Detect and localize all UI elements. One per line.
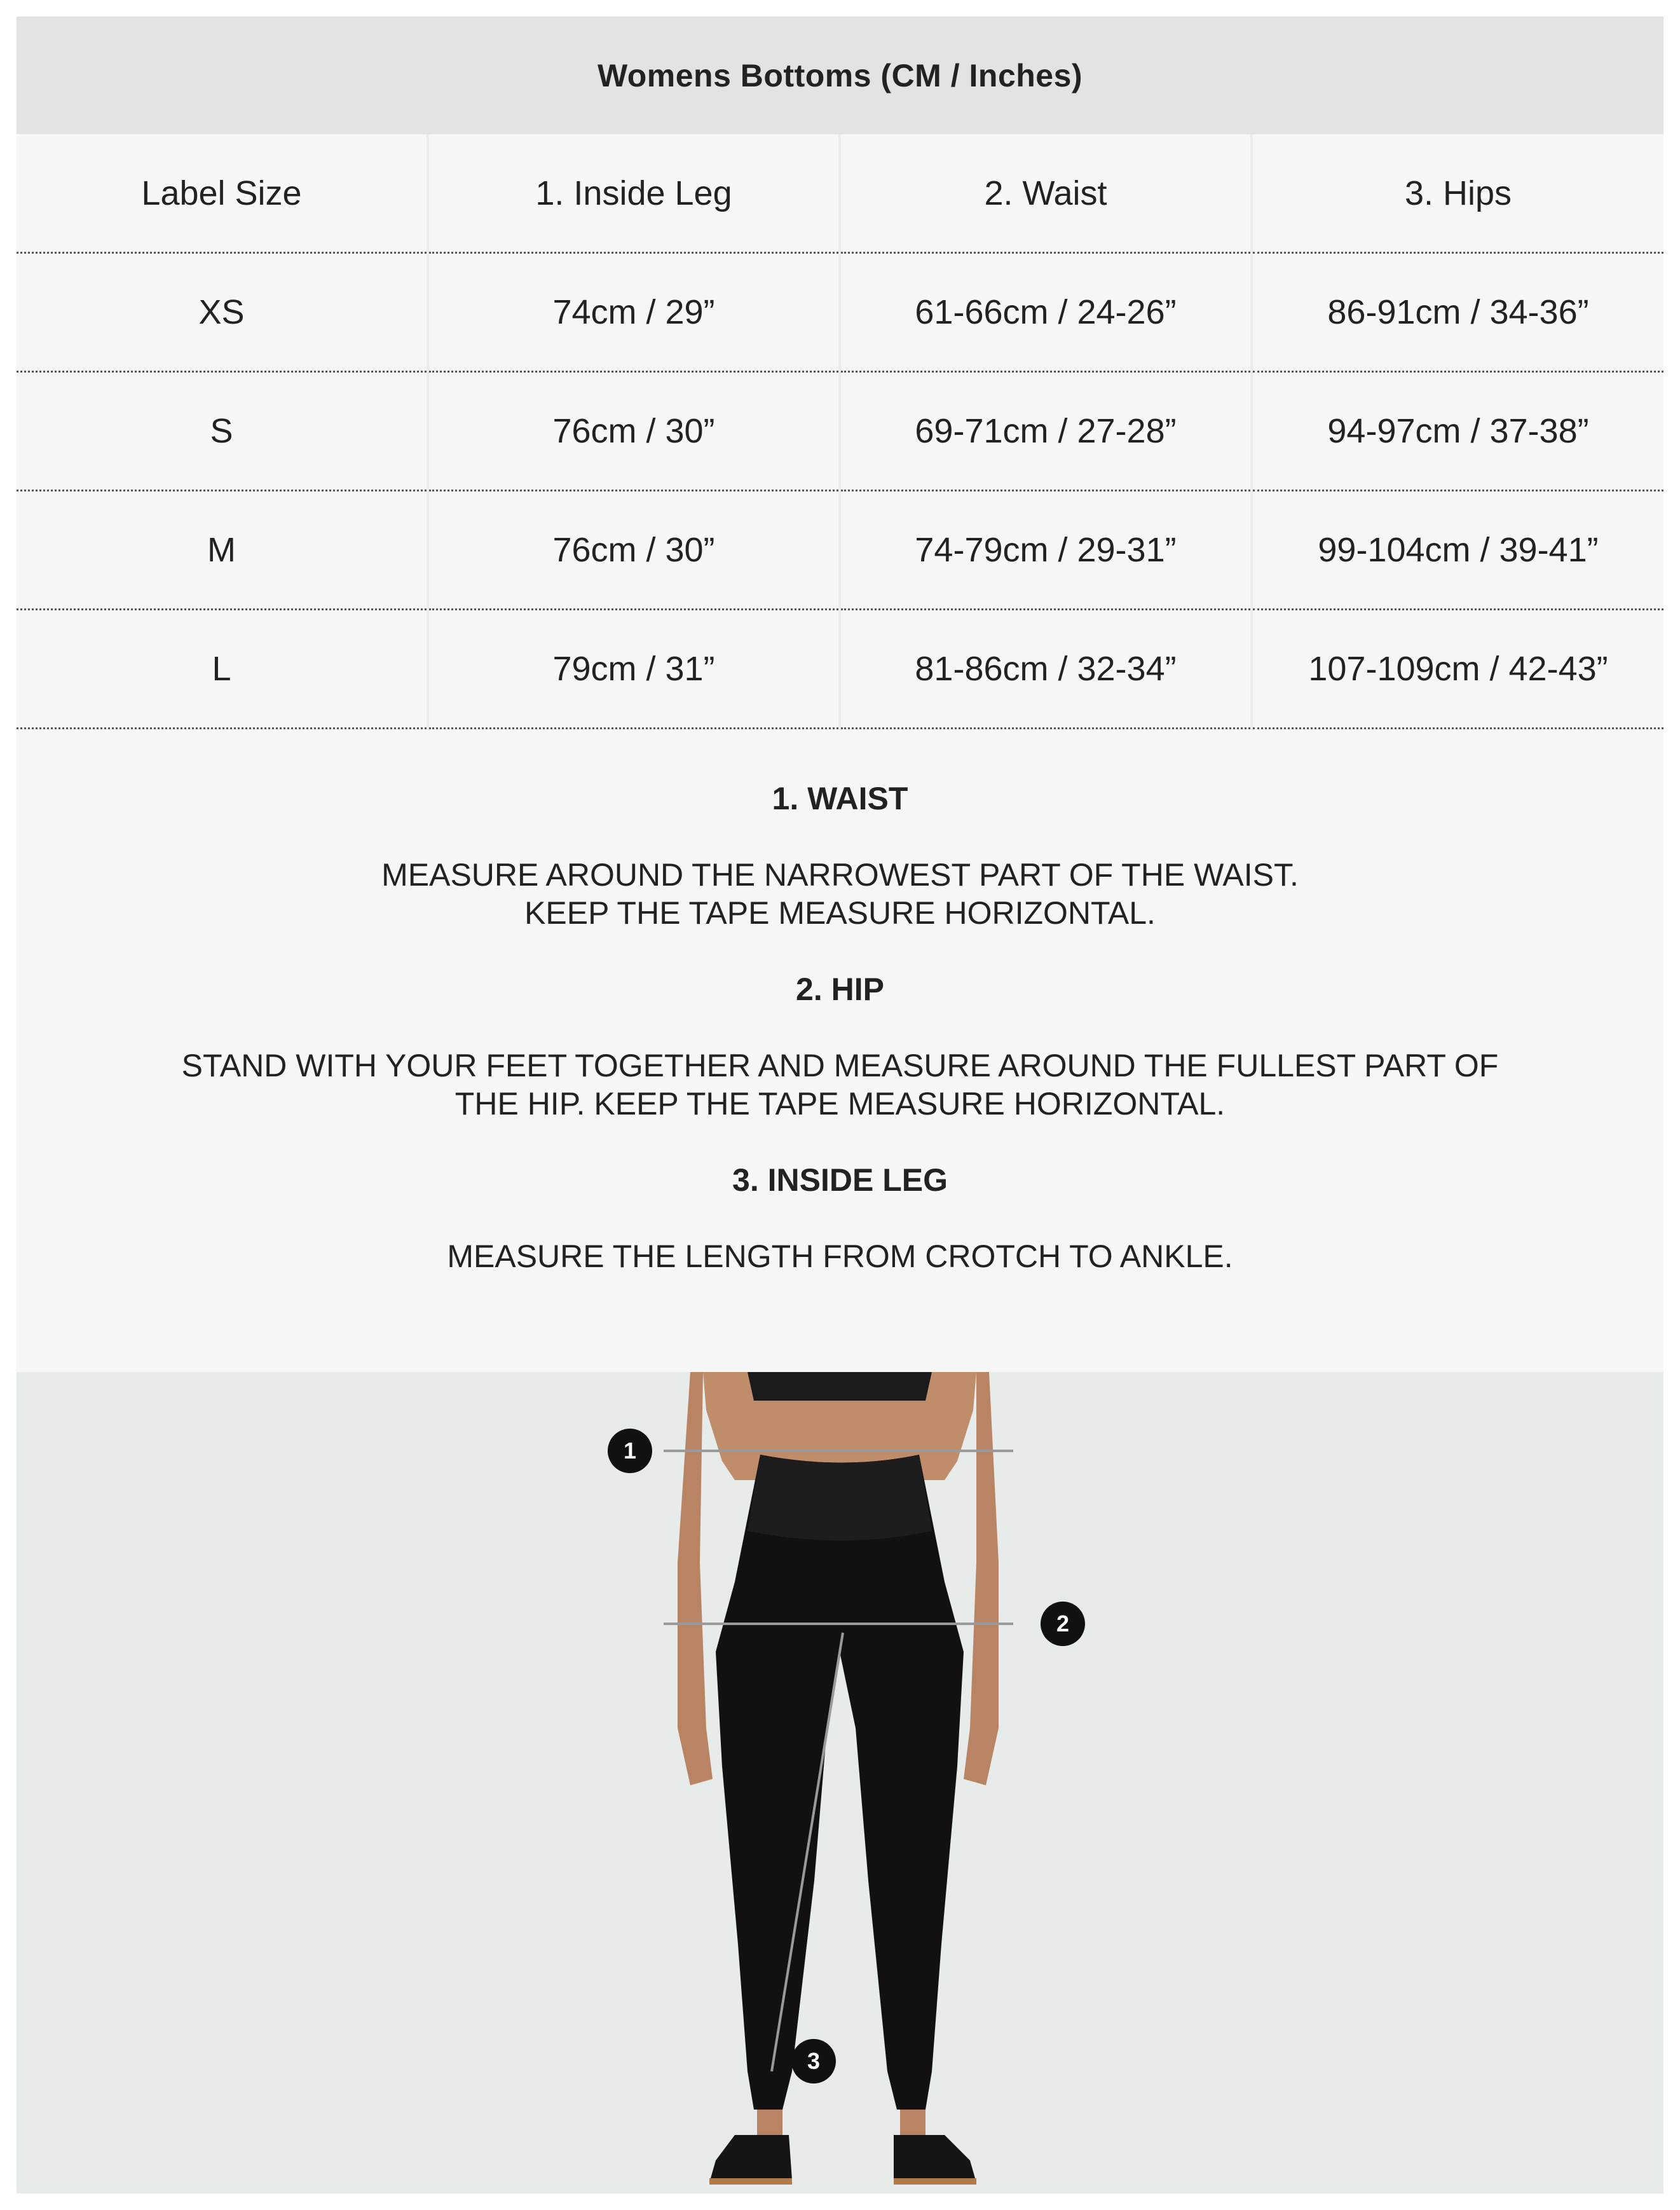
table-header-row bbox=[17, 134, 1663, 253]
guide-text-waist: MEASURE AROUND THE NARROWEST PART OF THE WAIST. KEEP THE TAPE MEASURE HORIZONTAL. bbox=[381, 857, 1299, 931]
waist-value: 69-71cm / 27-28” bbox=[840, 372, 1252, 491]
guide-heading-hip: 2. HIP bbox=[796, 971, 884, 1007]
table-row bbox=[17, 372, 1663, 491]
size-label: L bbox=[212, 650, 231, 688]
waist-value: 81-86cm / 32-34” bbox=[840, 610, 1252, 729]
leggings bbox=[716, 1455, 964, 2110]
waist-value: 74-79cm / 29-31” bbox=[840, 491, 1252, 610]
guide-text-hip: STAND WITH YOUR FEET TOGETHER AND MEASURE AROUND THE FULLEST PART OF THE HIP. KEEP THE TAPE MEASURE HORIZONTAL. bbox=[181, 1048, 1499, 1122]
inside-leg-value: 74cm / 29” bbox=[428, 253, 840, 372]
left-arm bbox=[678, 1372, 713, 1785]
table-row bbox=[17, 253, 1663, 372]
right-arm bbox=[964, 1372, 999, 1785]
size-guide-sheet bbox=[17, 17, 1663, 2193]
size-table bbox=[17, 134, 1663, 729]
waist-value: 61-66cm / 24-26” bbox=[840, 253, 1252, 372]
inside-leg-value: 76cm / 30” bbox=[428, 491, 840, 610]
size-label: XS bbox=[198, 293, 245, 331]
header-hips: 3. Hips bbox=[1252, 134, 1663, 253]
hips-value: 107-109cm / 42-43” bbox=[1252, 610, 1663, 729]
hips-value: 94-97cm / 37-38” bbox=[1252, 372, 1663, 491]
left-shoe bbox=[709, 2135, 792, 2183]
size-chart-title: Womens Bottoms (CM / Inches) bbox=[597, 57, 1083, 93]
table-row bbox=[17, 491, 1663, 610]
header-waist: 2. Waist bbox=[840, 134, 1252, 253]
guide-text-inside-leg: MEASURE THE LENGTH FROM CROTCH TO ANKLE. bbox=[447, 1239, 1233, 1274]
sports-bra bbox=[748, 1372, 932, 1401]
marker-3: 3 bbox=[791, 2039, 836, 2083]
hips-value: 86-91cm / 34-36” bbox=[1252, 253, 1663, 372]
model-illustration bbox=[17, 1372, 1663, 2193]
right-sole bbox=[894, 2178, 976, 2185]
left-sole bbox=[709, 2178, 792, 2185]
measuring-guide bbox=[17, 779, 1663, 1275]
title-bar bbox=[17, 17, 1663, 134]
inside-leg-value: 79cm / 31” bbox=[428, 610, 840, 729]
size-label: S bbox=[210, 412, 233, 450]
hips-value: 99-104cm / 39-41” bbox=[1252, 491, 1663, 610]
header-inside-leg: 1. Inside Leg bbox=[428, 134, 840, 253]
header-label-size: Label Size bbox=[141, 174, 302, 212]
table-row bbox=[17, 610, 1663, 729]
marker-2: 2 bbox=[1041, 1602, 1085, 1646]
guide-heading-waist: 1. WAIST bbox=[772, 781, 908, 816]
size-label: M bbox=[207, 531, 236, 569]
waistband bbox=[748, 1455, 932, 1541]
guide-heading-inside-leg: 3. INSIDE LEG bbox=[732, 1162, 948, 1198]
inside-leg-value: 76cm / 30” bbox=[428, 372, 840, 491]
right-shoe bbox=[894, 2135, 976, 2183]
marker-1: 1 bbox=[608, 1429, 652, 1473]
model-measurement-figure bbox=[17, 1372, 1663, 2193]
